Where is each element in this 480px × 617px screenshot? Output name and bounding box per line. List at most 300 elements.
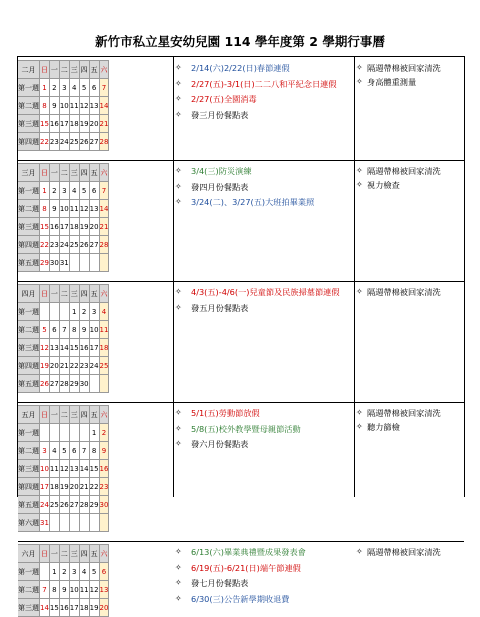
day-cell: 14 bbox=[40, 599, 50, 617]
day-cell bbox=[40, 303, 50, 321]
weekday-header: 二 bbox=[59, 285, 69, 303]
note-text: 隔週帶棉被回家清洗 bbox=[367, 547, 441, 557]
week-label: 第四週 bbox=[18, 478, 40, 496]
sparkle-bullet-icon: ✧ bbox=[175, 578, 182, 587]
day-cell bbox=[79, 254, 89, 272]
day-cell: 19 bbox=[89, 599, 99, 617]
day-cell: 24 bbox=[59, 133, 69, 151]
event-text: 發六月份餐點表 bbox=[191, 439, 249, 449]
day-cell: 2 bbox=[59, 563, 69, 581]
day-cell: 19 bbox=[79, 115, 89, 133]
day-cell: 29 bbox=[69, 375, 79, 393]
day-cell: 26 bbox=[79, 236, 89, 254]
day-cell: 7 bbox=[59, 321, 69, 339]
sparkle-bullet-icon: ✧ bbox=[175, 181, 182, 191]
day-cell: 21 bbox=[79, 478, 89, 496]
day-cell: 26 bbox=[40, 375, 50, 393]
day-cell: 1 bbox=[69, 303, 79, 321]
event-text: 5/8(五)校外教學暨母親節活動 bbox=[191, 423, 301, 434]
day-cell: 11 bbox=[49, 460, 59, 478]
day-cell: 30 bbox=[49, 254, 59, 272]
week-label: 第四週 bbox=[18, 357, 40, 375]
month-notes bbox=[355, 165, 463, 192]
sparkle-bullet-icon: ✧ bbox=[356, 408, 363, 417]
month-calendar bbox=[18, 405, 109, 532]
month-notes bbox=[355, 546, 463, 560]
sparkle-bullet-icon: ✧ bbox=[356, 63, 363, 72]
event-text: 3/4(三)防災演練 bbox=[191, 166, 252, 176]
weekday-header: 一 bbox=[49, 61, 59, 79]
sparkle-bullet-icon: ✧ bbox=[175, 302, 182, 312]
day-cell bbox=[49, 514, 59, 532]
sparkle-bullet-icon: ✧ bbox=[356, 287, 363, 296]
event-item bbox=[173, 165, 353, 178]
day-cell: 27 bbox=[89, 133, 99, 151]
weekday-header: 五 bbox=[89, 164, 99, 182]
weekday-header: 日 bbox=[40, 545, 50, 563]
day-cell: 8 bbox=[40, 97, 50, 115]
day-cell bbox=[99, 514, 109, 532]
day-cell: 18 bbox=[49, 478, 59, 496]
week-label: 第二週 bbox=[18, 442, 40, 460]
day-cell: 8 bbox=[89, 442, 99, 460]
day-cell bbox=[89, 254, 99, 272]
day-cell: 22 bbox=[69, 357, 79, 375]
event-item bbox=[173, 286, 353, 299]
page-title: 新竹市私立星安幼兒園 114 學年度第 2 學期行事曆 bbox=[95, 34, 385, 49]
weekday-header: 六 bbox=[99, 285, 109, 303]
day-cell: 3 bbox=[40, 442, 50, 460]
sparkle-bullet-icon: ✧ bbox=[356, 421, 363, 431]
week-label: 第二週 bbox=[18, 97, 40, 115]
week-label: 第三週 bbox=[18, 339, 40, 357]
month-events bbox=[173, 165, 353, 212]
weekday-header: 五 bbox=[89, 285, 99, 303]
sparkle-bullet-icon: ✧ bbox=[175, 423, 182, 433]
event-text: 2/27(五)-3/1(日)二二八和平紀念日連假 bbox=[191, 78, 337, 89]
note-item bbox=[355, 76, 463, 89]
weekday-header: 六 bbox=[99, 406, 109, 424]
sparkle-bullet-icon: ✧ bbox=[175, 197, 182, 206]
event-text: 發四月份餐點表 bbox=[191, 181, 249, 192]
weekday-header: 三 bbox=[69, 164, 79, 182]
day-cell bbox=[59, 424, 69, 442]
day-cell: 11 bbox=[69, 200, 79, 218]
weekday-header: 六 bbox=[99, 164, 109, 182]
day-cell: 16 bbox=[59, 599, 69, 617]
event-item bbox=[173, 577, 353, 590]
day-cell: 5 bbox=[79, 182, 89, 200]
day-cell: 20 bbox=[89, 218, 99, 236]
sparkle-bullet-icon: ✧ bbox=[175, 78, 182, 88]
month-notes bbox=[355, 286, 463, 300]
weekday-header: 二 bbox=[59, 545, 69, 563]
day-cell: 5 bbox=[79, 79, 89, 97]
day-cell bbox=[79, 424, 89, 442]
week-label: 第三週 bbox=[18, 115, 40, 133]
day-cell: 30 bbox=[99, 496, 109, 514]
weekday-header: 三 bbox=[69, 406, 79, 424]
day-cell: 13 bbox=[89, 97, 99, 115]
day-cell: 23 bbox=[79, 357, 89, 375]
day-cell: 17 bbox=[59, 218, 69, 236]
day-cell: 9 bbox=[59, 581, 69, 599]
day-cell: 14 bbox=[99, 200, 109, 218]
day-cell: 9 bbox=[79, 321, 89, 339]
note-text: 聽力篩檢 bbox=[367, 421, 400, 432]
week-label: 第四週 bbox=[18, 133, 40, 151]
event-text: 4/3(五)-4/6(一)兒童節及民族掃墓節連假 bbox=[191, 287, 340, 297]
weekday-header: 日 bbox=[40, 164, 50, 182]
month-label: 三月 bbox=[18, 164, 40, 182]
day-cell bbox=[49, 424, 59, 442]
event-item bbox=[173, 109, 353, 122]
sparkle-bullet-icon: ✧ bbox=[356, 76, 363, 86]
day-cell: 28 bbox=[59, 375, 69, 393]
day-cell: 3 bbox=[89, 303, 99, 321]
day-cell: 20 bbox=[69, 478, 79, 496]
day-cell bbox=[89, 375, 99, 393]
month-calendar bbox=[18, 544, 109, 617]
month-calendar bbox=[18, 163, 109, 272]
day-cell: 6 bbox=[69, 442, 79, 460]
weekday-header: 三 bbox=[69, 61, 79, 79]
day-cell bbox=[69, 424, 79, 442]
day-cell: 16 bbox=[99, 460, 109, 478]
weekday-header: 四 bbox=[79, 164, 89, 182]
day-cell: 6 bbox=[49, 321, 59, 339]
day-cell: 13 bbox=[69, 460, 79, 478]
weekday-header: 四 bbox=[79, 61, 89, 79]
event-item bbox=[173, 407, 353, 420]
day-cell: 29 bbox=[40, 254, 50, 272]
day-cell: 8 bbox=[40, 200, 50, 218]
event-text: 發七月份餐點表 bbox=[191, 578, 249, 588]
week-label: 第一週 bbox=[18, 79, 40, 97]
day-cell: 20 bbox=[49, 357, 59, 375]
day-cell: 4 bbox=[49, 442, 59, 460]
week-label: 第四週 bbox=[18, 236, 40, 254]
event-item bbox=[173, 546, 353, 559]
month-label: 二月 bbox=[18, 61, 40, 79]
day-cell: 5 bbox=[59, 442, 69, 460]
day-cell: 12 bbox=[59, 460, 69, 478]
note-item bbox=[355, 62, 463, 75]
day-cell: 18 bbox=[99, 339, 109, 357]
day-cell: 18 bbox=[69, 218, 79, 236]
weekday-header: 五 bbox=[89, 545, 99, 563]
day-cell: 9 bbox=[49, 97, 59, 115]
day-cell: 23 bbox=[99, 478, 109, 496]
day-cell: 31 bbox=[40, 514, 50, 532]
week-label: 第二週 bbox=[18, 581, 40, 599]
weekday-header: 一 bbox=[49, 545, 59, 563]
day-cell: 1 bbox=[89, 424, 99, 442]
day-cell: 12 bbox=[40, 339, 50, 357]
sparkle-bullet-icon: ✧ bbox=[175, 439, 182, 448]
note-text: 身高體重測量 bbox=[367, 76, 417, 87]
month-separator bbox=[18, 402, 464, 403]
day-cell: 29 bbox=[89, 496, 99, 514]
day-cell: 11 bbox=[69, 97, 79, 115]
day-cell: 1 bbox=[49, 563, 59, 581]
day-cell: 4 bbox=[69, 182, 79, 200]
sparkle-bullet-icon: ✧ bbox=[175, 109, 182, 119]
day-cell: 14 bbox=[99, 97, 109, 115]
month-label: 六月 bbox=[18, 545, 40, 563]
day-cell: 4 bbox=[79, 563, 89, 581]
month-separator bbox=[18, 160, 464, 161]
day-cell: 15 bbox=[69, 339, 79, 357]
day-cell: 16 bbox=[49, 115, 59, 133]
week-label: 第一週 bbox=[18, 563, 40, 581]
event-item bbox=[173, 438, 353, 451]
event-item bbox=[173, 78, 353, 91]
sparkle-bullet-icon: ✧ bbox=[356, 166, 363, 175]
weekday-header: 日 bbox=[40, 285, 50, 303]
day-cell: 6 bbox=[99, 563, 109, 581]
day-cell: 3 bbox=[59, 79, 69, 97]
weekday-header: 六 bbox=[99, 61, 109, 79]
note-item bbox=[355, 546, 463, 559]
day-cell bbox=[40, 563, 50, 581]
weekday-header: 四 bbox=[79, 545, 89, 563]
event-text: 2/27(五)全園消毒 bbox=[191, 94, 257, 104]
day-cell: 10 bbox=[59, 200, 69, 218]
weekday-header: 二 bbox=[59, 61, 69, 79]
weekday-header: 三 bbox=[69, 545, 79, 563]
day-cell: 31 bbox=[59, 254, 69, 272]
event-item bbox=[173, 181, 353, 194]
weekday-header: 日 bbox=[40, 61, 50, 79]
day-cell: 2 bbox=[79, 303, 89, 321]
day-cell: 4 bbox=[69, 79, 79, 97]
event-item bbox=[173, 62, 353, 75]
day-cell: 17 bbox=[59, 115, 69, 133]
month-events bbox=[173, 546, 353, 608]
day-cell bbox=[49, 303, 59, 321]
event-item bbox=[173, 302, 353, 315]
day-cell: 24 bbox=[59, 236, 69, 254]
day-cell: 8 bbox=[49, 581, 59, 599]
month-calendar bbox=[18, 60, 109, 151]
day-cell: 24 bbox=[40, 496, 50, 514]
month-events bbox=[173, 407, 353, 454]
day-cell: 13 bbox=[89, 200, 99, 218]
week-label: 第三週 bbox=[18, 218, 40, 236]
event-text: 6/13(六)畢業典禮暨成果發表會 bbox=[191, 547, 306, 557]
day-cell: 21 bbox=[59, 357, 69, 375]
sparkle-bullet-icon: ✧ bbox=[356, 179, 363, 189]
sparkle-bullet-icon: ✧ bbox=[175, 562, 182, 572]
day-cell: 18 bbox=[79, 599, 89, 617]
week-label: 第五週 bbox=[18, 254, 40, 272]
note-item bbox=[355, 179, 463, 192]
day-cell: 6 bbox=[89, 79, 99, 97]
day-cell: 3 bbox=[69, 563, 79, 581]
week-label: 第五週 bbox=[18, 375, 40, 393]
day-cell: 1 bbox=[40, 182, 50, 200]
event-item bbox=[173, 562, 353, 575]
weekday-header: 五 bbox=[89, 406, 99, 424]
day-cell: 12 bbox=[79, 200, 89, 218]
day-cell: 17 bbox=[89, 339, 99, 357]
day-cell: 9 bbox=[99, 442, 109, 460]
weekday-header: 六 bbox=[99, 545, 109, 563]
week-label: 第六週 bbox=[18, 514, 40, 532]
note-item bbox=[355, 286, 463, 299]
day-cell: 16 bbox=[49, 218, 59, 236]
note-item bbox=[355, 407, 463, 420]
day-cell: 26 bbox=[59, 496, 69, 514]
day-cell bbox=[59, 514, 69, 532]
day-cell: 15 bbox=[49, 599, 59, 617]
event-text: 6/30(三)公告新學期收退費 bbox=[191, 593, 290, 604]
month-calendar bbox=[18, 284, 109, 393]
day-cell: 28 bbox=[99, 133, 109, 151]
day-cell: 2 bbox=[49, 79, 59, 97]
month-label: 五月 bbox=[18, 406, 40, 424]
day-cell: 11 bbox=[79, 581, 89, 599]
day-cell bbox=[59, 303, 69, 321]
weekday-header: 五 bbox=[89, 61, 99, 79]
event-text: 5/1(五)勞動節放假 bbox=[191, 408, 260, 418]
day-cell: 28 bbox=[79, 496, 89, 514]
day-cell: 17 bbox=[69, 599, 79, 617]
day-cell: 27 bbox=[49, 375, 59, 393]
day-cell: 15 bbox=[40, 115, 50, 133]
day-cell: 22 bbox=[89, 478, 99, 496]
event-text: 2/14(六)2/22(日)春節連假 bbox=[191, 63, 290, 73]
month-events bbox=[173, 62, 353, 124]
month-notes bbox=[355, 407, 463, 434]
weekday-header: 三 bbox=[69, 285, 79, 303]
event-text: 6/19(五)-6/21(日)端午節連假 bbox=[191, 562, 301, 573]
weekday-header: 一 bbox=[49, 164, 59, 182]
day-cell bbox=[89, 514, 99, 532]
day-cell: 1 bbox=[40, 79, 50, 97]
day-cell bbox=[69, 254, 79, 272]
sparkle-bullet-icon: ✧ bbox=[175, 408, 182, 417]
month-separator bbox=[18, 541, 464, 542]
weekday-header: 四 bbox=[79, 285, 89, 303]
day-cell: 23 bbox=[49, 133, 59, 151]
weekday-header: 二 bbox=[59, 164, 69, 182]
weekday-header: 四 bbox=[79, 406, 89, 424]
event-text: 3/24(二)、3/27(五)大班拍畢業照 bbox=[191, 197, 315, 207]
weekday-header: 一 bbox=[49, 285, 59, 303]
note-text: 隔週帶棉被回家清洗 bbox=[367, 63, 441, 73]
day-cell: 11 bbox=[99, 321, 109, 339]
event-item bbox=[173, 423, 353, 436]
event-text: 發五月份餐點表 bbox=[191, 302, 249, 313]
sparkle-bullet-icon: ✧ bbox=[175, 63, 182, 72]
day-cell: 25 bbox=[99, 357, 109, 375]
day-cell: 19 bbox=[79, 218, 89, 236]
month-events bbox=[173, 286, 353, 317]
note-text: 視力檢查 bbox=[367, 179, 400, 190]
weekday-header: 一 bbox=[49, 406, 59, 424]
event-item bbox=[173, 593, 353, 606]
day-cell: 21 bbox=[99, 218, 109, 236]
day-cell: 21 bbox=[99, 115, 109, 133]
day-cell: 10 bbox=[40, 460, 50, 478]
day-cell: 23 bbox=[49, 236, 59, 254]
sparkle-bullet-icon: ✧ bbox=[175, 593, 182, 603]
day-cell: 18 bbox=[69, 115, 79, 133]
sparkle-bullet-icon: ✧ bbox=[175, 94, 182, 103]
day-cell: 2 bbox=[49, 182, 59, 200]
event-item bbox=[173, 196, 353, 209]
day-cell: 7 bbox=[40, 581, 50, 599]
sparkle-bullet-icon: ✧ bbox=[356, 547, 363, 556]
day-cell: 24 bbox=[89, 357, 99, 375]
day-cell: 13 bbox=[49, 339, 59, 357]
day-cell: 15 bbox=[40, 218, 50, 236]
week-label: 第三週 bbox=[18, 599, 40, 617]
day-cell: 10 bbox=[59, 97, 69, 115]
day-cell: 25 bbox=[69, 236, 79, 254]
day-cell bbox=[99, 375, 109, 393]
day-cell bbox=[79, 514, 89, 532]
calendar-table bbox=[17, 56, 465, 612]
day-cell: 15 bbox=[89, 460, 99, 478]
week-label: 第一週 bbox=[18, 182, 40, 200]
month-label: 四月 bbox=[18, 285, 40, 303]
month-notes bbox=[355, 62, 463, 89]
note-text: 隔週帶棉被回家清洗 bbox=[367, 408, 441, 418]
day-cell: 5 bbox=[40, 321, 50, 339]
sparkle-bullet-icon: ✧ bbox=[175, 166, 182, 175]
day-cell: 10 bbox=[89, 321, 99, 339]
note-text: 隔週帶棉被回家清洗 bbox=[367, 166, 441, 176]
day-cell: 8 bbox=[69, 321, 79, 339]
week-label: 第二週 bbox=[18, 321, 40, 339]
day-cell: 27 bbox=[69, 496, 79, 514]
day-cell: 10 bbox=[69, 581, 79, 599]
event-text: 發三月份餐點表 bbox=[191, 109, 249, 120]
day-cell: 12 bbox=[89, 581, 99, 599]
day-cell: 14 bbox=[59, 339, 69, 357]
note-item bbox=[355, 165, 463, 178]
day-cell: 3 bbox=[59, 182, 69, 200]
day-cell: 25 bbox=[69, 133, 79, 151]
week-label: 第一週 bbox=[18, 303, 40, 321]
sparkle-bullet-icon: ✧ bbox=[175, 287, 182, 296]
day-cell: 28 bbox=[99, 236, 109, 254]
event-item bbox=[173, 93, 353, 106]
day-cell: 2 bbox=[99, 424, 109, 442]
note-item bbox=[355, 421, 463, 434]
day-cell: 20 bbox=[99, 599, 109, 617]
day-cell: 9 bbox=[49, 200, 59, 218]
day-cell: 7 bbox=[99, 79, 109, 97]
week-label: 第二週 bbox=[18, 200, 40, 218]
month-separator bbox=[18, 281, 464, 282]
day-cell: 26 bbox=[79, 133, 89, 151]
weekday-header: 日 bbox=[40, 406, 50, 424]
day-cell: 25 bbox=[49, 496, 59, 514]
day-cell: 22 bbox=[40, 236, 50, 254]
day-cell: 19 bbox=[40, 357, 50, 375]
sparkle-bullet-icon: ✧ bbox=[175, 547, 182, 556]
week-label: 第一週 bbox=[18, 424, 40, 442]
day-cell bbox=[99, 254, 109, 272]
day-cell: 7 bbox=[99, 182, 109, 200]
note-text: 隔週帶棉被回家清洗 bbox=[367, 287, 441, 297]
day-cell: 22 bbox=[40, 133, 50, 151]
day-cell: 12 bbox=[79, 97, 89, 115]
